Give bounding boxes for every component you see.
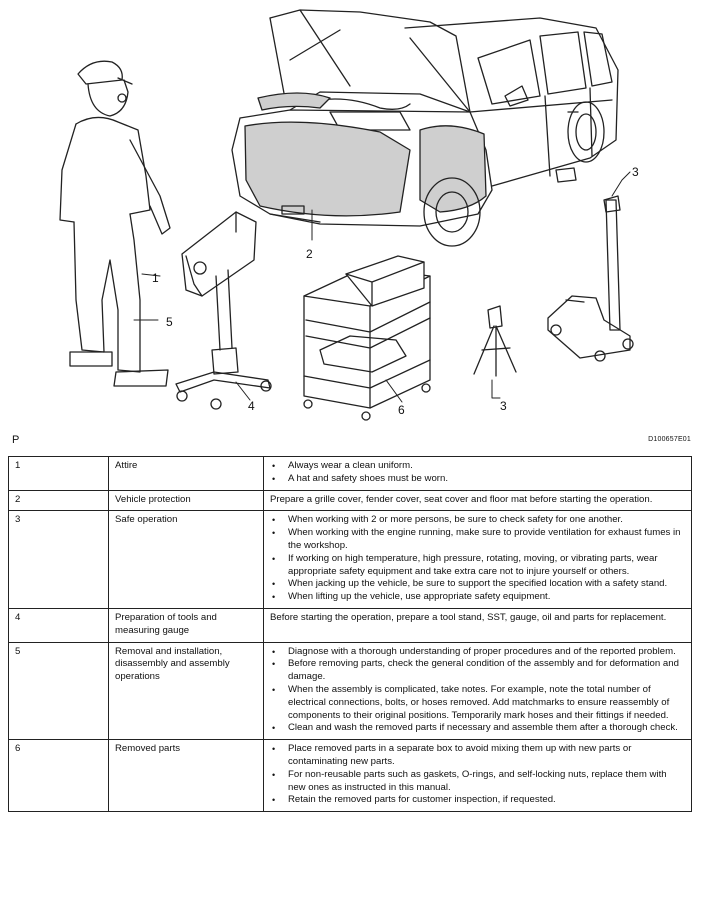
row-description: Before starting the operation, prepare a tool stand, SST, gauge, oil and parts for replacement. <box>264 608 692 642</box>
list-item: • A hat and safety shoes must be worn. <box>288 473 685 486</box>
figure-id: D100657E01 <box>648 436 691 443</box>
list-item: • When the assembly is complicated, take notes. For example, note the total number of electrical connections, bolts, or hoses removed. Add matchmarks to ensure reassembly of components to their original positions. Temporarily mark hoses and their fittings if needed. <box>288 684 685 722</box>
list-item: • When lifting up the vehicle, use appropriate safety equipment. <box>288 591 685 604</box>
list-item: • When jacking up the vehicle, be sure to support the specified location with a safety stand. <box>288 578 685 591</box>
row-description <box>264 511 692 609</box>
row-description <box>264 457 692 491</box>
list-item: • Clean and wash the removed parts if necessary and assemble them after a thorough check. <box>288 722 685 735</box>
row-item: Removed parts <box>109 740 264 812</box>
floor-jack-drawing <box>548 172 633 361</box>
list-item: • When working with 2 or more persons, be sure to check safety for one another. <box>288 514 685 527</box>
list-item: • Before removing parts, check the general condition of the assembly and for deformation and damage. <box>288 658 685 684</box>
list-item: • For non-reusable parts such as gaskets, O-rings, and self-locking nuts, replace them with new ones as instructed in this manual. <box>288 769 685 795</box>
list-item: • Retain the removed parts for customer inspection, if requested. <box>288 794 685 807</box>
row-number: 6 <box>9 740 109 812</box>
row-number: 4 <box>9 608 109 642</box>
row-number: 5 <box>9 642 109 740</box>
row-item: Safe operation <box>109 511 264 609</box>
row-item: Preparation of tools and measuring gauge <box>109 608 264 642</box>
list-item: • If working on high temperature, high pressure, rotating, moving, or vibrating parts, wear appropriate safety equipment and take extra care not to injure yourself or others. <box>288 553 685 579</box>
vehicle-drawing <box>232 10 618 246</box>
list-item: • Diagnose with a thorough understanding of proper procedures and of the reported problem. <box>288 646 685 659</box>
list-item: • Place removed parts in a separate box to avoid mixing them up with new parts or contaminating new parts. <box>288 743 685 769</box>
row-number: 3 <box>9 511 109 609</box>
row-item: Vehicle protection <box>109 490 264 511</box>
table-row <box>9 490 692 511</box>
table-row <box>9 740 692 812</box>
table-row <box>9 457 692 491</box>
callout-4: 4 <box>248 399 255 413</box>
row-description <box>264 642 692 740</box>
row-description <box>264 740 692 812</box>
row-item: Attire <box>109 457 264 491</box>
row-number: 1 <box>9 457 109 491</box>
row-number: 2 <box>9 490 109 511</box>
callout-6: 6 <box>398 403 405 417</box>
row-item: Removal and installation, disassembly and assembly operations <box>109 642 264 740</box>
table-row <box>9 642 692 740</box>
callout-5: 5 <box>166 315 173 329</box>
tool-cart-drawing <box>304 256 430 420</box>
jack-stand-drawing <box>474 306 516 398</box>
row-description: Prepare a grille cover, fender cover, seat cover and floor mat before starting the operation. <box>264 490 692 511</box>
table-row <box>9 511 692 609</box>
table-row <box>9 608 692 642</box>
gauge-stand-drawing <box>176 212 271 409</box>
callout-1: 1 <box>152 271 159 285</box>
workshop-illustration <box>0 0 701 430</box>
callout-3-floor-jack: 3 <box>632 165 639 179</box>
callout-2: 2 <box>306 247 313 261</box>
callout-3-jack-stand: 3 <box>500 399 507 413</box>
mechanic-drawing <box>60 61 170 386</box>
page-marker: P <box>12 434 20 446</box>
list-item: • When working with the engine running, make sure to provide ventilation for exhaust fumes in the workshop. <box>288 527 685 553</box>
precautions-table <box>8 456 692 812</box>
list-item: • Always wear a clean uniform. <box>288 460 685 473</box>
